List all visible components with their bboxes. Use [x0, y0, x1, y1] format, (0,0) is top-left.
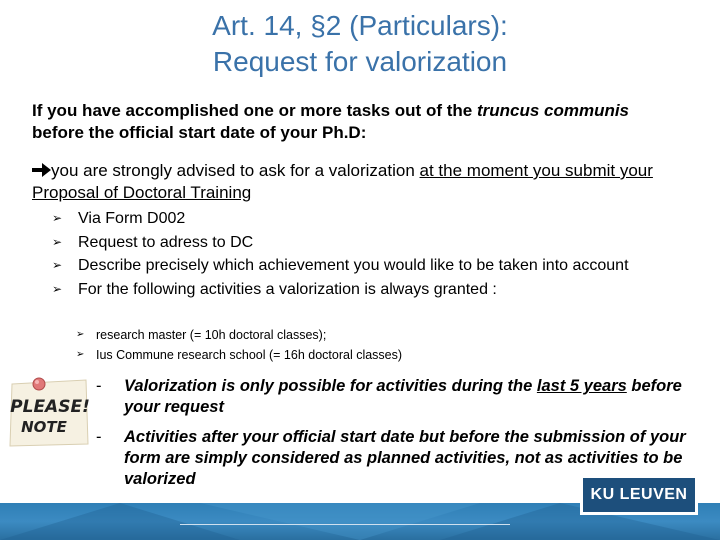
intro-italic-text: truncus communis: [476, 101, 630, 120]
note-dash: -: [96, 377, 102, 395]
intro-text-1: If you have accomplished one or more tasks out of the: [32, 101, 477, 120]
bullet-text: For the following activities a valorization is always granted :: [78, 280, 497, 298]
bullet-arrow-icon: ➢: [76, 349, 85, 360]
arrow-right-icon: [32, 163, 51, 177]
footer-divider: [180, 524, 510, 525]
slide-title-line1: Art. 14, §2 (Particulars):: [212, 10, 508, 41]
bullet-arrow-icon: ➢: [52, 258, 63, 272]
list-item: [52, 207, 672, 231]
please-note-sticky-icon: [6, 374, 92, 448]
main-bullet-list: [52, 207, 672, 301]
slide-title-line2: Request for valorization: [212, 46, 508, 77]
intro-text-2: before the official start date of your Ph.D:: [32, 123, 367, 142]
note-text-2: before your request: [124, 377, 682, 416]
intro-paragraph: [32, 100, 672, 144]
sub-bullet-text: research master (= 10h doctoral classes);: [96, 328, 327, 342]
note-dash: -: [96, 428, 102, 446]
bullet-arrow-icon: ➢: [52, 234, 63, 249]
advice-underlined-text: at the moment you submit your Proposal of Doctoral Training: [32, 161, 653, 202]
list-item: [52, 254, 672, 278]
bullet-text: Request to adress to DC: [78, 233, 254, 251]
note-icon-text-line2: NOTE: [21, 418, 67, 436]
sub-bullet-list: [76, 325, 676, 365]
note-text-1: Valorization is only possible for activities during the: [124, 377, 537, 395]
bullet-text: Via Form D002: [78, 210, 186, 227]
slide-title: [0, 8, 720, 80]
bullet-arrow-icon: ➢: [52, 211, 63, 225]
bullet-arrow-icon: ➢: [52, 281, 63, 296]
note-item: [96, 376, 686, 418]
sub-bullet-text: Ius Commune research school (= 16h doctoral classes): [96, 348, 403, 362]
advice-paragraph: [32, 160, 692, 204]
list-item: [76, 325, 676, 345]
bullet-text: Describe precisely which achievement you would like to be taken into account: [78, 257, 629, 274]
advice-text: you are strongly advised to ask for a valorization: [51, 161, 420, 180]
bullet-arrow-icon: ➢: [76, 329, 85, 340]
list-item: [76, 345, 676, 365]
note-text-1: Activities after your official start date but before the submission of your form are simply considered as planned activities, not as activities to be valorized: [124, 428, 686, 488]
note-underlined-text: last 5 years: [536, 377, 627, 395]
ku-leuven-logo: KU LEUVEN: [580, 475, 698, 515]
note-icon-text-line1: PLEASE!: [10, 397, 90, 417]
list-item: [52, 231, 672, 255]
list-item: [52, 278, 672, 302]
